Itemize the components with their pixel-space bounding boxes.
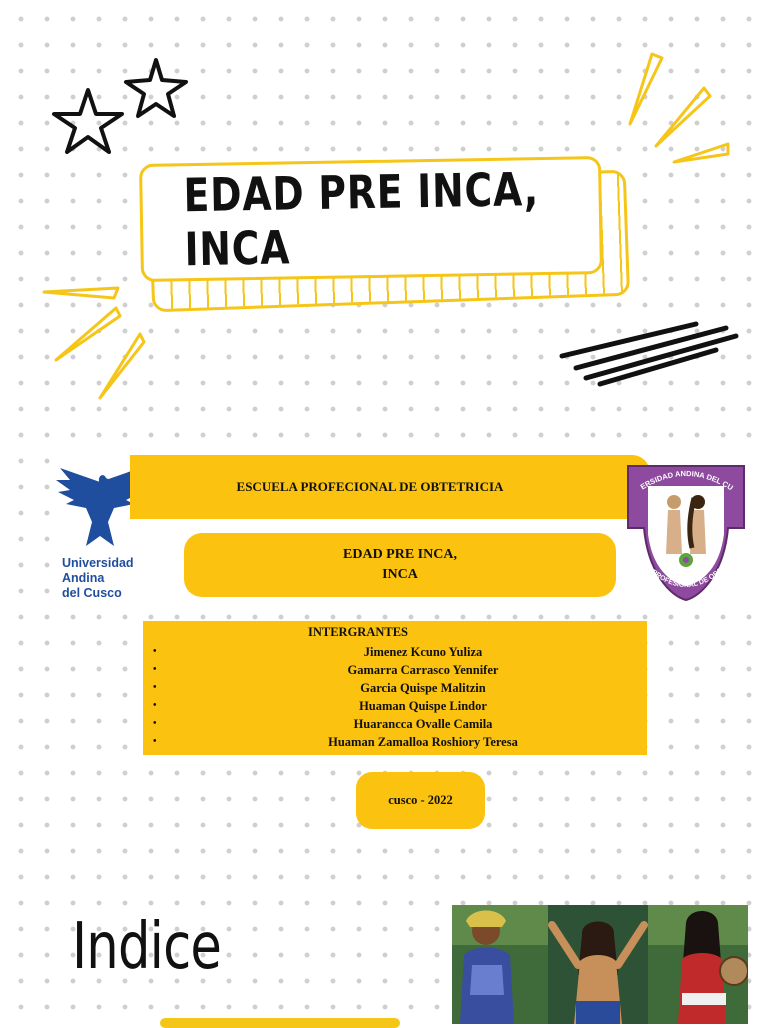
subtitle-line-2: INCA	[382, 567, 418, 582]
members-heading: INTERGRANTES	[307, 625, 409, 639]
members-list	[153, 643, 623, 751]
seal-top-text: ERSIDAD ANDINA DEL CU	[638, 468, 735, 493]
bullet-icon: •	[153, 700, 157, 711]
list-item: • Garcia Quispe Malitzin	[153, 681, 486, 695]
list-item: • Huarancca Ovalle Camila	[153, 717, 493, 731]
university-name: Universidad Andina del Cusco	[62, 556, 134, 600]
bullet-icon: •	[153, 736, 157, 747]
star-doodles	[48, 54, 208, 164]
date-text: cusco - 2022	[388, 793, 453, 807]
painting-image	[452, 905, 748, 1024]
star-icon	[126, 60, 186, 116]
date-badge	[356, 772, 485, 829]
school-name-bar	[130, 455, 650, 519]
bullet-icon: •	[153, 664, 157, 675]
members-box	[143, 621, 647, 755]
title-box	[139, 156, 603, 282]
school-name: ESCUELA PROFECIONAL DE OBTETRICIA	[236, 479, 504, 494]
school-seal	[624, 462, 748, 602]
subtitle-line-1: EDAD PRE INCA,	[343, 547, 457, 562]
section-heading-underline	[160, 1018, 400, 1028]
burst-lines-left	[40, 280, 160, 410]
page-title: EDAD PRE INCA, INCA	[183, 162, 540, 277]
list-item: • Huaman Zamalloa Roshiory Teresa	[153, 735, 518, 749]
bullet-icon: •	[153, 682, 157, 693]
list-item: • Gamarra Carrasco Yennifer	[153, 663, 499, 677]
seal-bottom-text: LA PROFESIONAL DE OBSTE	[641, 561, 731, 590]
scribble-lines	[556, 316, 746, 396]
section-heading-indice: Indice	[72, 910, 222, 984]
star-icon	[54, 90, 122, 152]
burst-lines-top-right	[620, 48, 740, 178]
bullet-icon: •	[153, 646, 157, 657]
list-item: • Huaman Quispe Lindor	[153, 699, 487, 713]
subtitle-box	[184, 533, 616, 597]
list-item: • Jimenez Kcuno Yuliza	[153, 645, 483, 659]
bullet-icon: •	[153, 718, 157, 729]
